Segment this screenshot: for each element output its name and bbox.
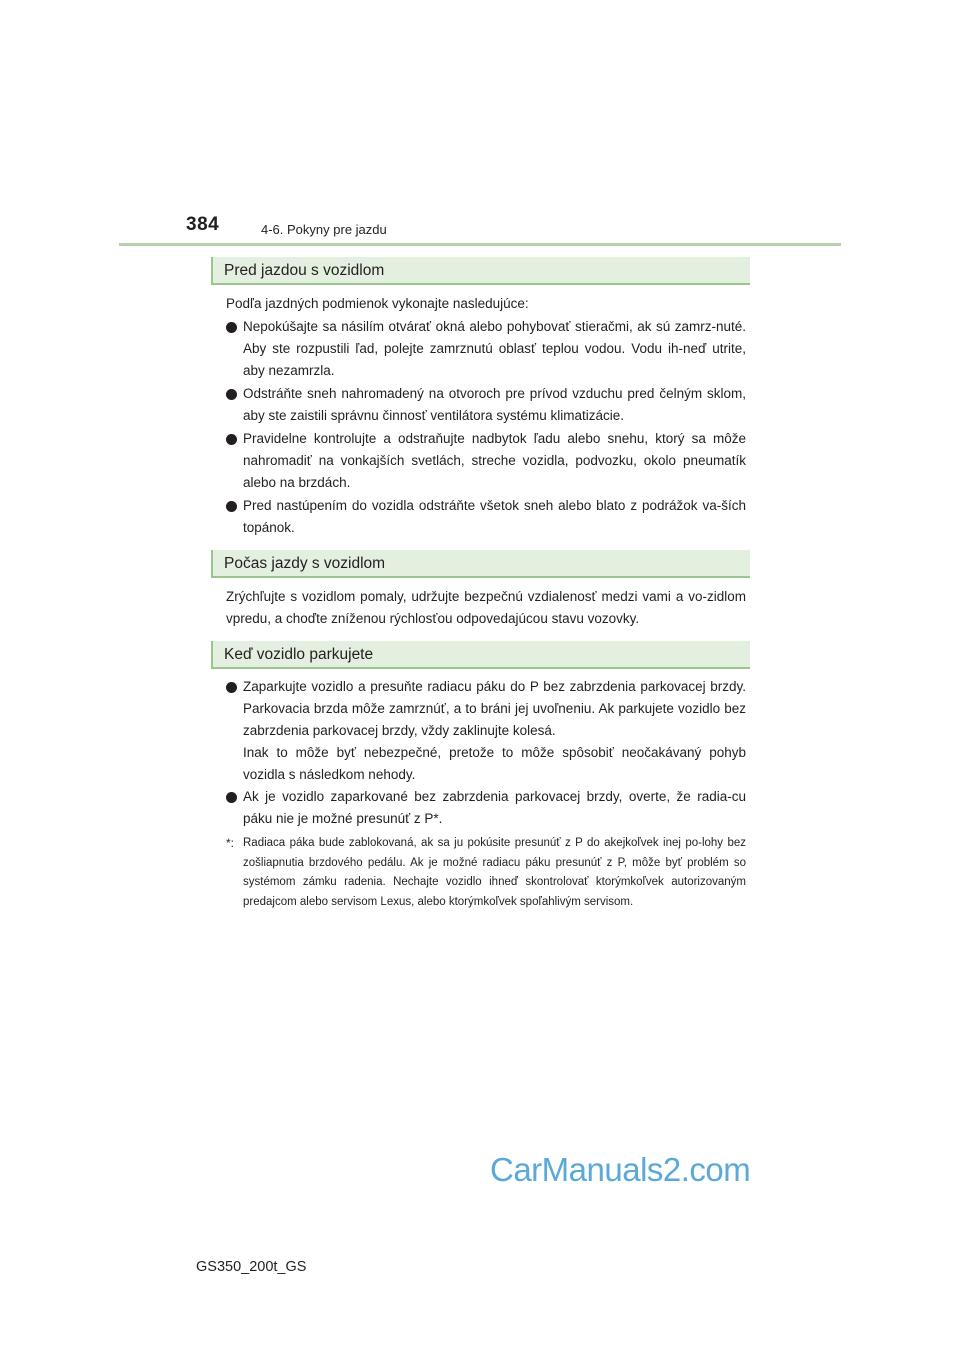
bullet-icon (226, 501, 237, 512)
list-item-text: Nepokúšajte sa násilím otvárať okná alebo pohybovať stieračmi, ak sú zamrz-nuté. Aby ste rozpustili ľad, polejte zamrznutú oblasť teplou vodou. Vodu ih-neď utrite, aby nezamrzla. (243, 319, 746, 378)
bullet-icon (226, 792, 237, 803)
section-heading-text: Počas jazdy s vozidlom (224, 555, 386, 572)
list-item (226, 495, 746, 539)
section-heading-when-parking (211, 641, 750, 669)
bullet-icon (226, 682, 237, 693)
model-code: GS350_200t_GS (196, 1259, 307, 1275)
section-heading-text: Pred jazdou s vozidlom (224, 262, 385, 279)
section-intro: Podľa jazdných podmienok vykonajte nasledujúce: (226, 296, 529, 311)
page-number: 384 (186, 214, 220, 235)
section-heading-while-driving (211, 550, 750, 578)
footnote (226, 834, 746, 912)
list-item-text: Ak je vozidlo zaparkované bez zabrzdenia parkovacej brzdy, overte, že radia-cu páku nie je možné presunúť z P*. (243, 789, 746, 826)
list-item-text: Zaparkujte vozidlo a presuňte radiacu páku do P bez zabrzdenia parkovacej brzdy. Parkovacia brzda môže zamrznúť, a to bráni jej uvoľneniu. Ak parkujete vozidlo bez zabrzdenia parkovacej brzdy, vždy zaklinujte kolesá. Inak to môže byť nebezpečné, pretože to môže spôsobiť neočakávaný pohyb vozidla s následkom nehody. (243, 679, 746, 782)
bullet-icon (226, 322, 237, 333)
section-paragraph: Zrýchľujte s vozidlom pomaly, udržujte bezpečnú vzdialenosť medzi vami a vo-zidlom vpredu, a choďte zníženou rýchlosťou odpovedajúcou stavu vozovky. (226, 589, 746, 626)
list-item (226, 316, 746, 382)
list-item (226, 786, 746, 830)
list-item (226, 428, 746, 494)
list-item-text: Odstráňte sneh nahromadený na otvoroch pre prívod vzduchu pred čelným sklom, aby ste zaistili správnu činnosť ventilátora systému klimatizácie. (243, 386, 746, 423)
list-item-text: Pred nastúpením do vozidla odstráňte všetok sneh alebo blato z podrážok va-ších topánok. (243, 498, 746, 535)
section-heading-before-driving (211, 257, 750, 285)
footnote-mark: *: (226, 836, 235, 850)
watermark: CarManuals2.com (490, 1151, 751, 1188)
chapter-title: 4-6. Pokyny pre jazdu (261, 222, 387, 237)
footnote-text: Radiaca páka bude zablokovaná, ak sa ju pokúsite presunúť z P do akejkoľvek inej po-lohy bez zošliapnutia brzdového pedálu. Ak je možné radiacu páku presunúť z P, môže byť problém so systémom zámku radenia. Nechajte vozidlo ihneď skontrolovať ktorýmkoľvek autorizovaným predajcom alebo servisom Lexus, alebo ktorýmkoľvek spoľahlivým servisom. (243, 837, 746, 908)
section-heading-text: Keď vozidlo parkujete (224, 646, 374, 663)
bullet-icon (226, 434, 237, 445)
list-item-text: Pravidelne kontrolujte a odstraňujte nadbytok ľadu alebo snehu, ktorý sa môže nahromadiť na vonkajších svetlách, streche vozidla, podvozku, okolo pneumatík alebo na brzdách. (243, 431, 746, 490)
bullet-icon (226, 389, 237, 400)
header-rule (119, 243, 841, 246)
list-item (226, 676, 746, 786)
list-item (226, 383, 746, 427)
